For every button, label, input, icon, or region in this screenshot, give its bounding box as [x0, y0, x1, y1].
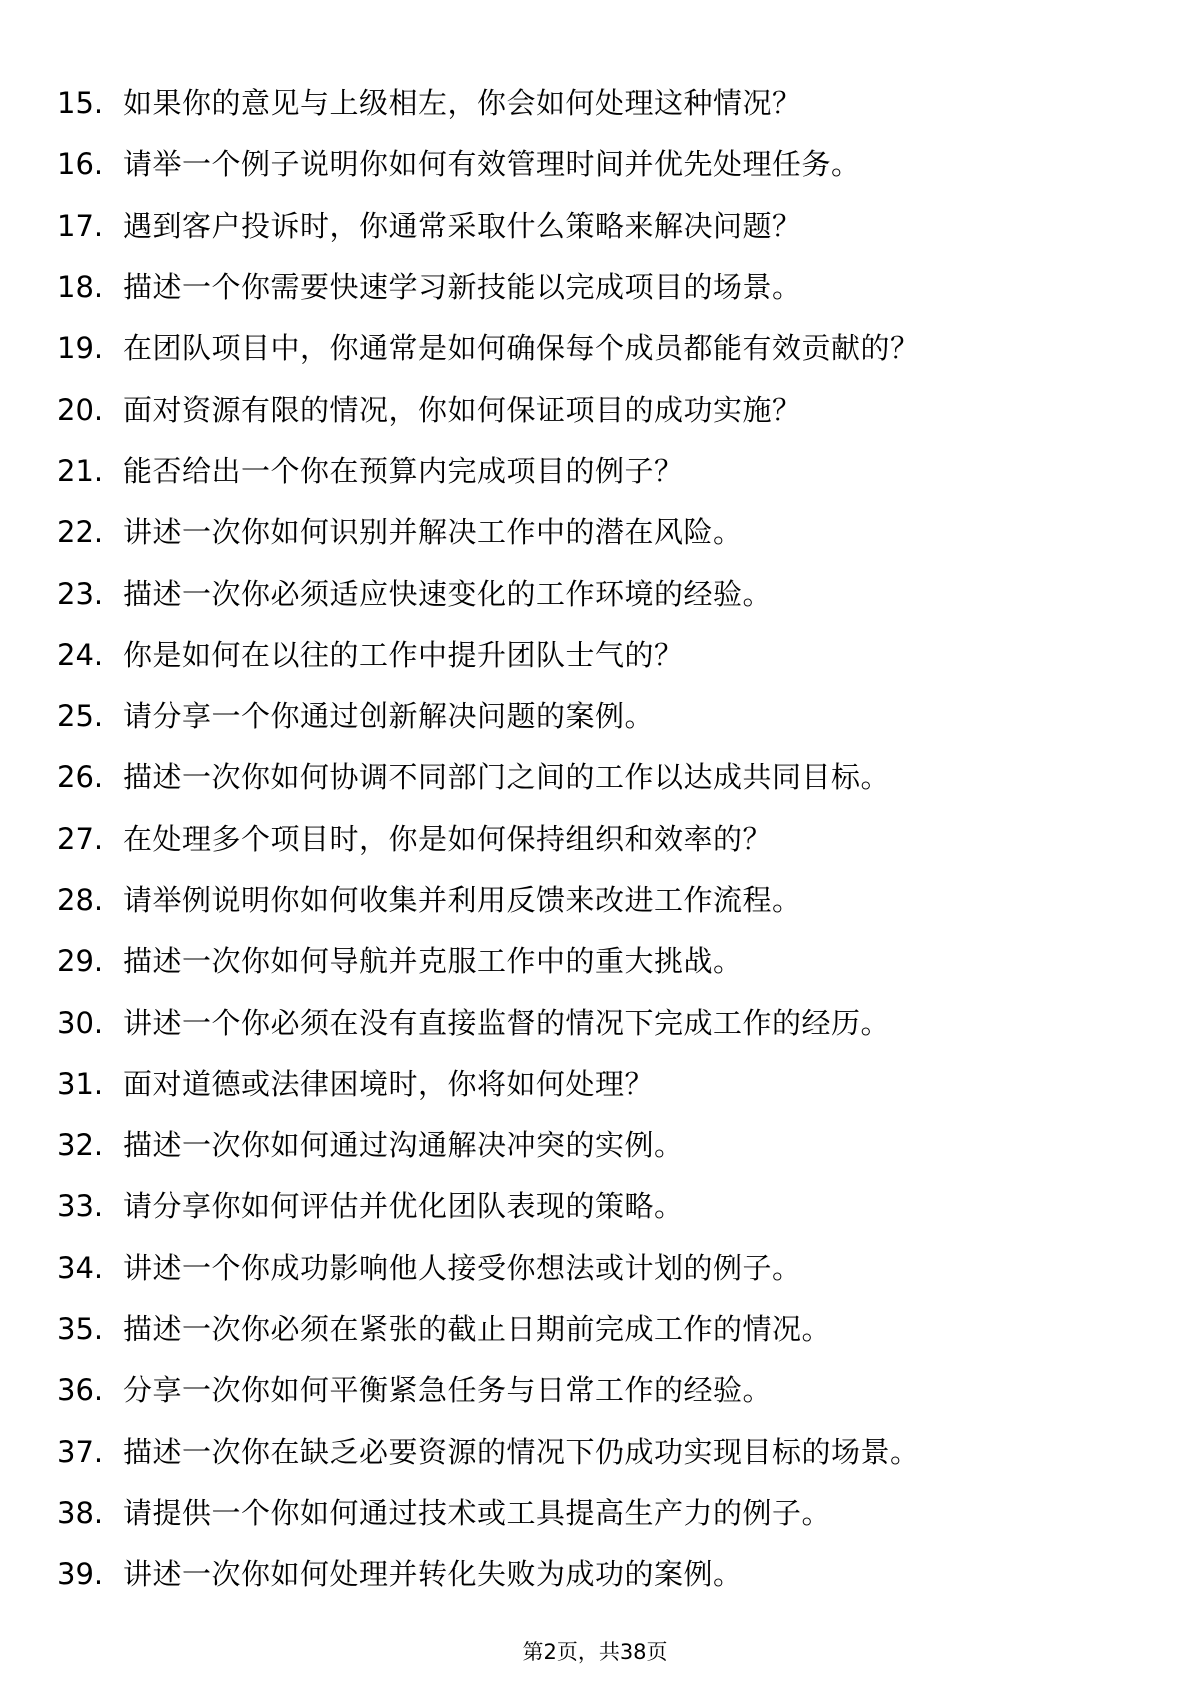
- question-item: [57, 1238, 1147, 1299]
- question-number: 22.: [57, 515, 104, 550]
- question-number: 34.: [57, 1250, 104, 1285]
- question-item: [57, 441, 1147, 502]
- page-footer: [0, 1636, 1190, 1666]
- question-item: [57, 379, 1147, 440]
- question-item: [57, 686, 1147, 747]
- question-item: [57, 1299, 1147, 1360]
- question-text: 描述一次你如何导航并克服工作中的重大挑战。: [123, 944, 743, 979]
- question-text: 讲述一个你必须在没有直接监督的情况下完成工作的经历。: [123, 1005, 891, 1040]
- question-text: 讲述一个你成功影响他人接受你想法或计划的例子。: [123, 1250, 802, 1285]
- question-number: 25.: [57, 699, 104, 734]
- question-item: [57, 196, 1147, 257]
- question-list: [57, 73, 1147, 1605]
- question-number: 28.: [57, 883, 104, 917]
- question-text: 请举例说明你如何收集并利用反馈来改进工作流程。: [123, 883, 802, 917]
- question-item: [57, 318, 1147, 379]
- question-text: 描述一次你如何协调不同部门之间的工作以达成共同目标。: [123, 760, 891, 795]
- question-text: 描述一次你必须适应快速变化的工作环境的经验。: [123, 576, 773, 611]
- question-number: 24.: [57, 637, 104, 672]
- question-text: 描述一次你必须在紧张的截止日期前完成工作的情况。: [123, 1312, 832, 1347]
- question-item: [57, 73, 1147, 134]
- question-item: [57, 1176, 1147, 1237]
- question-text: 在处理多个项目时，你是如何保持组织和效率的？: [123, 821, 773, 856]
- question-number: 23.: [57, 576, 104, 611]
- question-item: [57, 563, 1147, 624]
- question-number: 37.: [57, 1434, 104, 1469]
- question-text: 在团队项目中，你通常是如何确保每个成员都能有效贡献的？: [123, 331, 920, 366]
- question-number: 19.: [57, 331, 104, 366]
- question-number: 17.: [57, 208, 104, 243]
- question-number: 18.: [57, 270, 104, 305]
- question-number: 31.: [57, 1066, 104, 1101]
- question-text: 面对道德或法律困境时，你将如何处理？: [123, 1066, 655, 1101]
- question-number: 26.: [57, 760, 104, 795]
- question-number: 21.: [57, 453, 104, 488]
- question-number: 29.: [57, 944, 104, 979]
- question-item: [57, 747, 1147, 808]
- question-number: 27.: [57, 821, 104, 856]
- question-text: 能否给出一个你在预算内完成项目的例子？: [123, 453, 684, 488]
- question-text: 描述一次你如何通过沟通解决冲突的实例。: [123, 1128, 684, 1163]
- question-text: 请提供一个你如何通过技术或工具提高生产力的例子。: [123, 1495, 832, 1530]
- question-item: [57, 134, 1147, 195]
- question-item: [57, 809, 1147, 870]
- question-text: 请分享一个你通过创新解决问题的案例。: [123, 699, 655, 734]
- question-text: 如果你的意见与上级相左，你会如何处理这种情况？: [123, 86, 802, 121]
- question-number: 20.: [57, 392, 104, 427]
- question-text: 你是如何在以往的工作中提升团队士气的？: [123, 637, 684, 672]
- question-text: 分享一次你如何平衡紧急任务与日常工作的经验。: [123, 1373, 773, 1408]
- question-number: 39.: [57, 1557, 104, 1592]
- question-number: 35.: [57, 1312, 104, 1347]
- question-item: [57, 931, 1147, 992]
- question-text: 描述一次你在缺乏必要资源的情况下仍成功实现目标的场景。: [123, 1434, 920, 1469]
- question-text: 请分享你如何评估并优化团队表现的策略。: [123, 1189, 684, 1224]
- question-text: 遇到客户投诉时，你通常采取什么策略来解决问题？: [123, 208, 802, 243]
- question-number: 16.: [57, 147, 104, 182]
- question-item: [57, 625, 1147, 686]
- question-text: 描述一个你需要快速学习新技能以完成项目的场景。: [123, 270, 802, 305]
- question-item: [57, 1422, 1147, 1483]
- question-item: [57, 257, 1147, 318]
- question-number: 15.: [57, 86, 104, 121]
- page-indicator: 第2页，共38页: [522, 1640, 668, 1664]
- question-text: 请举一个例子说明你如何有效管理时间并优先处理任务。: [123, 147, 861, 182]
- question-item: [57, 1544, 1147, 1605]
- question-text: 面对资源有限的情况，你如何保证项目的成功实施？: [123, 392, 802, 427]
- question-item: [57, 1054, 1147, 1115]
- question-number: 33.: [57, 1189, 104, 1224]
- question-item: [57, 1360, 1147, 1421]
- question-number: 30.: [57, 1005, 104, 1040]
- question-item: [57, 1483, 1147, 1544]
- question-number: 36.: [57, 1373, 104, 1408]
- question-number: 32.: [57, 1128, 104, 1163]
- question-item: [57, 870, 1147, 931]
- question-number: 38.: [57, 1495, 104, 1530]
- question-text: 讲述一次你如何处理并转化失败为成功的案例。: [123, 1557, 743, 1592]
- question-item: [57, 992, 1147, 1053]
- question-text: 讲述一次你如何识别并解决工作中的潜在风险。: [123, 515, 743, 550]
- question-item: [57, 1115, 1147, 1176]
- question-item: [57, 502, 1147, 563]
